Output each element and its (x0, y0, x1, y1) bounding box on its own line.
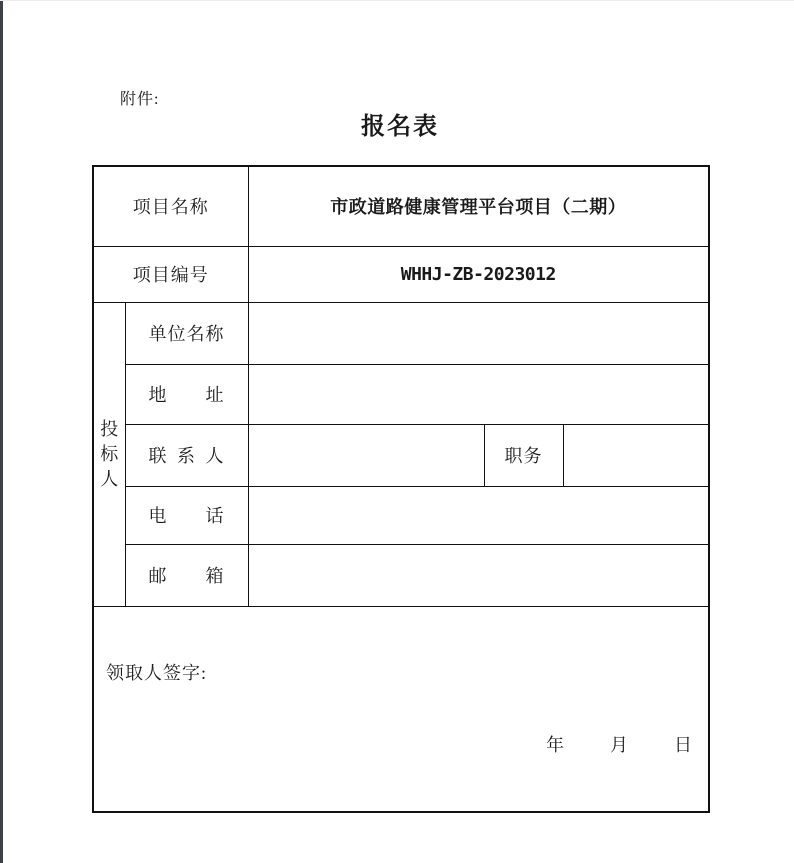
unit-name-label-cell (125, 302, 248, 364)
email-label-cell (125, 544, 248, 606)
contact-label-cell (125, 424, 248, 486)
phone-label-cell (125, 486, 248, 544)
date-month-label: 月 (610, 734, 629, 755)
address-label-cell (125, 364, 248, 424)
position-value-cell (563, 424, 709, 486)
address-value-cell (248, 364, 709, 424)
registration-form-table (92, 165, 710, 813)
project-number-value: WHHJ-ZB-2023012 (248, 246, 709, 302)
row-signature (93, 606, 709, 812)
row-project-number (93, 246, 709, 302)
project-name-value: 市政道路健康管理平台项目（二期） (248, 166, 709, 246)
row-unit-name (93, 302, 709, 364)
row-contact (93, 424, 709, 486)
unit-name-value-cell (248, 302, 709, 364)
position-label: 职务 (484, 424, 563, 486)
bidder-group-cell (93, 302, 125, 606)
date-year-label: 年 (546, 734, 565, 755)
phone-label: 电话 (148, 506, 225, 526)
signature-label: 领取人签字: (106, 662, 208, 683)
email-label: 邮箱 (148, 566, 225, 586)
contact-label: 联系人 (148, 446, 225, 466)
page-edge-left (0, 0, 3, 863)
row-project-name (93, 166, 709, 246)
row-phone (93, 486, 709, 544)
contact-value-cell (248, 424, 484, 486)
bidder-group-label: 投标人 (100, 418, 119, 489)
row-address (93, 364, 709, 424)
phone-value-cell (248, 486, 709, 544)
row-email (93, 544, 709, 606)
unit-name-label: 单位名称 (148, 324, 225, 344)
email-value-cell (248, 544, 709, 606)
address-label: 地址 (148, 385, 225, 405)
project-number-label: 项目编号 (93, 246, 248, 302)
date-line (546, 731, 708, 757)
date-day-label: 日 (674, 734, 693, 755)
page-title: 报名表 (361, 113, 439, 140)
attachment-label: 附件: (120, 91, 160, 108)
page-edge-top (0, 0, 794, 1)
signature-cell (93, 606, 709, 812)
project-name-label: 项目名称 (93, 166, 248, 246)
